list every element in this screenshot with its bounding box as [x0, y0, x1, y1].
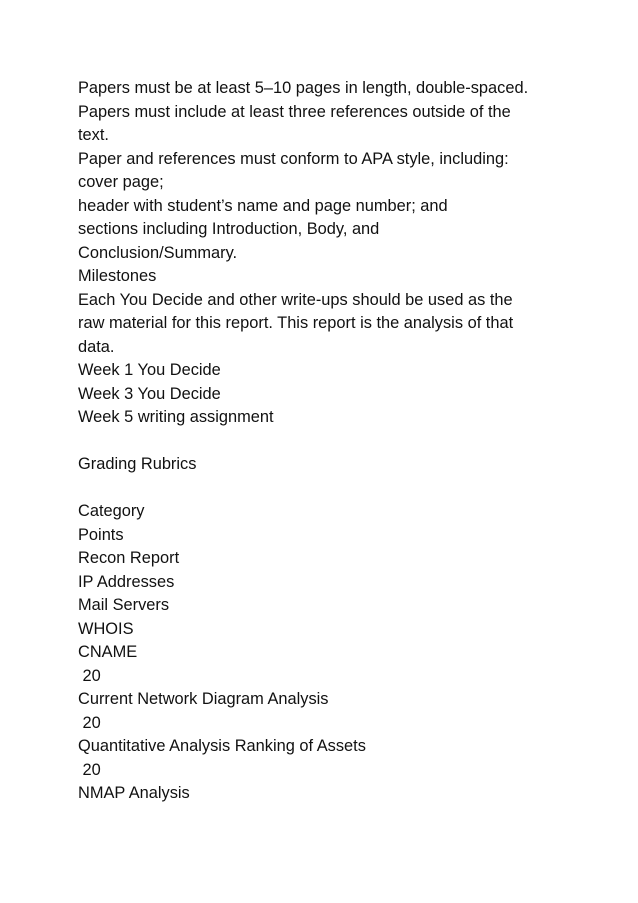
rubric-points: 20	[78, 713, 101, 732]
rubric-line: Category	[78, 502, 145, 520]
text-line: sections including Introduction, Body, and	[78, 220, 380, 238]
rubric-line: Quantitative Analysis Ranking of Assets	[78, 737, 366, 755]
rubric-line: Recon Report	[78, 549, 180, 567]
text-line: Each You Decide and other write-ups should be used as the	[78, 290, 513, 309]
rubric-line: Points	[78, 525, 124, 544]
text-line: header with student’s name and page number; and	[78, 196, 448, 215]
text-line: Conclusion/Summary.	[78, 243, 238, 262]
rubric-line: NMAP Analysis	[78, 784, 190, 802]
rubric-line: Current Network Diagram Analysis	[78, 690, 329, 708]
rubric-points: 20	[78, 760, 101, 779]
rubric-points: 20	[78, 666, 101, 685]
blank-line	[78, 430, 578, 454]
milestone-item: Week 3 You Decide	[78, 384, 221, 403]
rubric-line: WHOIS	[78, 619, 134, 638]
milestone-item: Week 1 You Decide	[78, 361, 221, 379]
rubric-line: CNAME	[78, 643, 138, 661]
rubric-line: Mail Servers	[78, 596, 170, 614]
text-line: text.	[78, 126, 109, 144]
text-line: raw material for this report. This report is the analysis of that	[78, 314, 514, 332]
milestone-item: Week 5 writing assignment	[78, 408, 274, 426]
rubric-line: IP Addresses	[78, 572, 175, 591]
text-line: cover page;	[78, 173, 164, 191]
text-line: data.	[78, 337, 115, 356]
text-line: Papers must include at least three references outside of the	[78, 102, 511, 121]
grading-rubrics-heading: Grading Rubrics	[78, 455, 197, 473]
text-line: Paper and references must conform to APA style, including:	[78, 149, 509, 168]
document-body	[78, 77, 578, 806]
text-line: Papers must be at least 5–10 pages in length, double-spaced.	[78, 79, 529, 97]
milestones-heading: Milestones	[78, 267, 157, 285]
blank-line	[78, 477, 578, 501]
